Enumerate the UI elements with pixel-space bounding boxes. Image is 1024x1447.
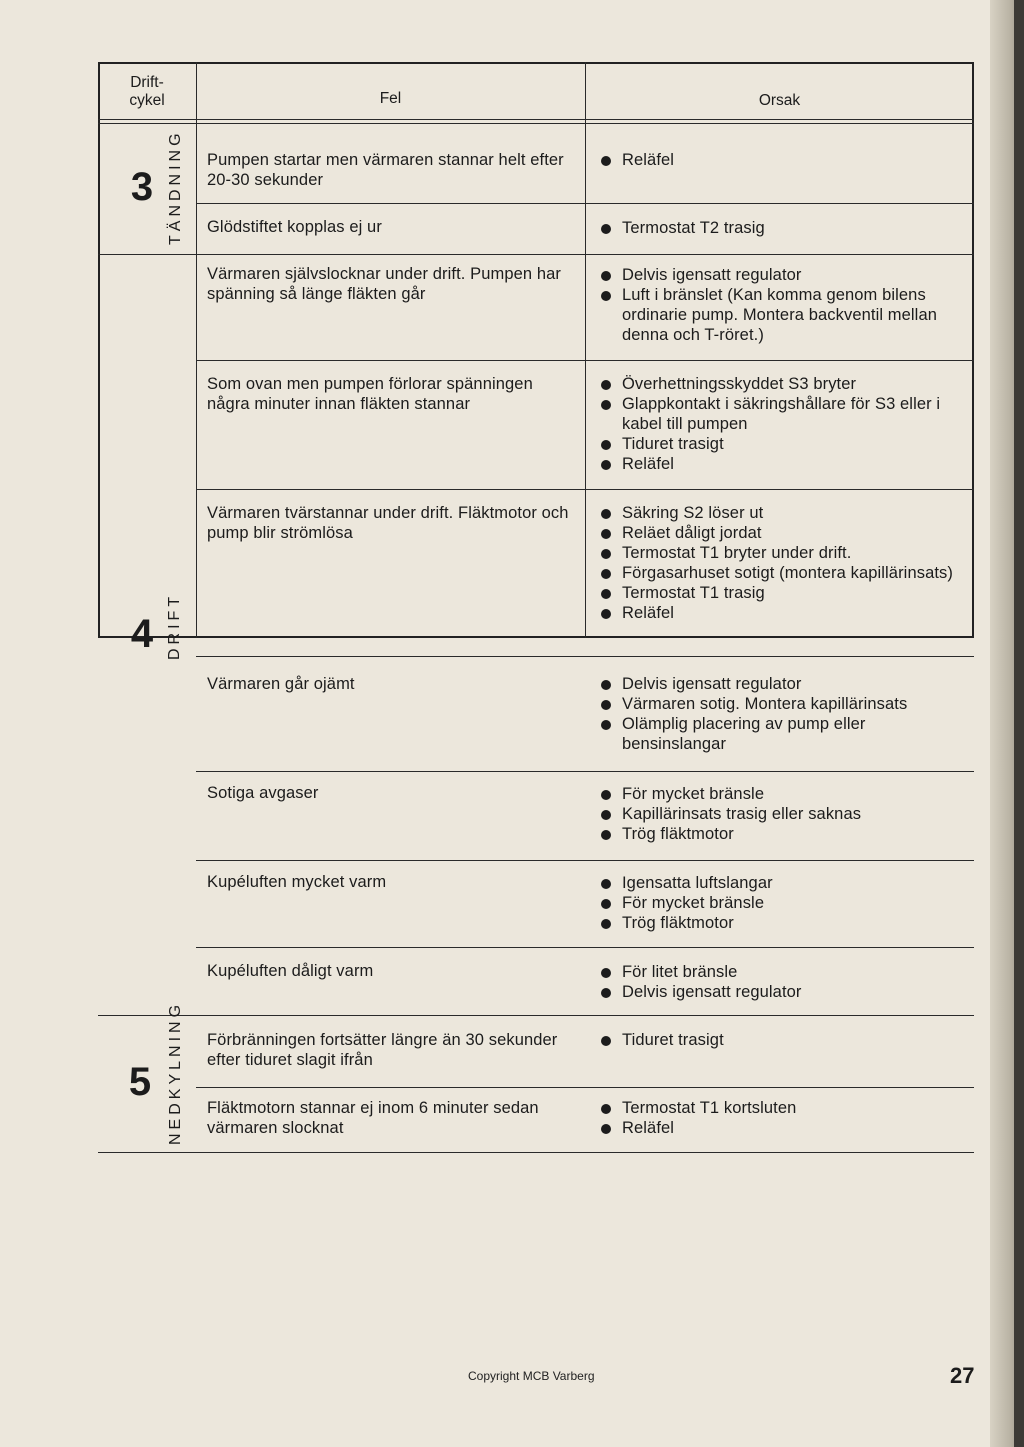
fel-cell: Kupéluften dåligt varm	[207, 962, 374, 980]
orsak-item: Trög fläktmotor	[600, 824, 960, 844]
fel-cell: Värmaren går ojämt	[207, 675, 355, 693]
row-rule	[196, 947, 974, 948]
orsak-item: Trög fläktmotor	[600, 913, 960, 933]
header-rule-2	[98, 123, 974, 124]
section-number-5: 5	[128, 1060, 152, 1104]
fel-cell: Sotiga avgaser	[207, 784, 319, 802]
header-fel: Fel	[379, 90, 402, 107]
orsak-item: Säkring S2 löser ut	[600, 503, 960, 523]
orsak-list	[600, 1030, 960, 1050]
row-rule	[196, 1087, 974, 1088]
orsak-list	[600, 265, 960, 345]
fel-cell: Fläktmotorn stannar ej inom 6 minuter sedan värmaren slocknat	[207, 1099, 539, 1137]
section-rule-3-4	[98, 254, 974, 255]
phase-label-drift: DRIFT	[166, 592, 183, 660]
header-rule-1	[98, 119, 974, 120]
orsak-item: Tiduret trasigt	[600, 434, 960, 454]
header-driftcykel: Drift- cykel	[129, 74, 165, 109]
orsak-item: Förgasarhuset sotigt (montera kapillärinsats)	[600, 563, 960, 583]
orsak-item: Igensatta luftslangar	[600, 873, 960, 893]
row-rule	[196, 203, 974, 204]
copyright-text: Copyright MCB Varberg	[468, 1369, 595, 1383]
col-divider-1	[196, 62, 197, 638]
fel-cell: Pumpen startar men värmaren stannar helt efter 20-30 sekunder	[207, 151, 564, 189]
fel-cell: Värmaren självslocknar under drift. Pumpen har spänning så länge fläkten går	[207, 265, 562, 303]
orsak-item: Reläet dåligt jordat	[600, 523, 960, 543]
orsak-item: För mycket bränsle	[600, 893, 960, 913]
col-divider-2	[585, 62, 586, 638]
row-rule	[196, 489, 974, 490]
orsak-item: Delvis igensatt regulator	[600, 982, 960, 1002]
orsak-item: Delvis igensatt regulator	[600, 674, 960, 694]
row-rule	[196, 860, 974, 861]
orsak-item: Reläfel	[600, 1118, 960, 1138]
orsak-list	[600, 1098, 960, 1138]
orsak-list	[600, 873, 960, 933]
row-rule	[196, 771, 974, 772]
section-rule-5-end	[98, 1152, 974, 1153]
orsak-item: Glappkontakt i säkringshållare för S3 eller i kabel till pumpen	[600, 394, 960, 434]
orsak-item: Kapillärinsats trasig eller saknas	[600, 804, 960, 824]
orsak-item: Termostat T1 kortsluten	[600, 1098, 960, 1118]
phase-label-tandning: TÄNDNING	[167, 129, 184, 245]
orsak-list	[600, 374, 960, 474]
page-binding-edge	[1014, 0, 1024, 1447]
section-rule-4-5	[98, 1015, 974, 1016]
page-number: 27	[950, 1363, 975, 1388]
orsak-item: För litet bränsle	[600, 962, 960, 982]
section-number-4: 4	[130, 612, 154, 656]
orsak-item: För mycket bränsle	[600, 784, 960, 804]
orsak-item: Reläfel	[600, 150, 960, 170]
orsak-item: Reläfel	[600, 454, 960, 474]
orsak-item: Tiduret trasigt	[600, 1030, 960, 1050]
orsak-item: Luft i bränslet (Kan komma genom bilens ordinarie pump. Montera backventil mellan denna och T-röret.)	[600, 285, 960, 345]
orsak-list	[600, 150, 960, 170]
orsak-item: Värmaren sotig. Montera kapillärinsats	[600, 694, 960, 714]
fel-cell: Kupéluften mycket varm	[207, 873, 387, 891]
orsak-item: Termostat T1 trasig	[600, 583, 960, 603]
orsak-list	[600, 503, 960, 623]
row-rule	[196, 656, 974, 657]
row-rule	[196, 360, 974, 361]
orsak-list	[600, 962, 960, 1002]
phase-label-nedkylning: NEDKYLNING	[167, 1000, 184, 1145]
orsak-list	[600, 784, 960, 844]
orsak-item: Termostat T1 bryter under drift.	[600, 543, 960, 563]
section-number-3: 3	[130, 165, 154, 209]
orsak-list	[600, 218, 960, 238]
fel-cell: Förbränningen fortsätter längre än 30 sekunder efter tiduret slagit ifrån	[207, 1031, 558, 1069]
fel-cell: Som ovan men pumpen förlorar spänningen några minuter innan fläkten stannar	[207, 375, 533, 413]
fel-cell: Glödstiftet kopplas ej ur	[207, 218, 382, 236]
header-orsak: Orsak	[758, 92, 801, 109]
orsak-item: Delvis igensatt regulator	[600, 265, 960, 285]
fel-cell: Värmaren tvärstannar under drift. Fläktmotor och pump blir strömlösa	[207, 504, 569, 542]
orsak-list	[600, 674, 960, 754]
orsak-item: Överhettningsskyddet S3 bryter	[600, 374, 960, 394]
orsak-item: Termostat T2 trasig	[600, 218, 960, 238]
orsak-item: Olämplig placering av pump eller bensinslangar	[600, 714, 960, 754]
orsak-item: Reläfel	[600, 603, 960, 623]
